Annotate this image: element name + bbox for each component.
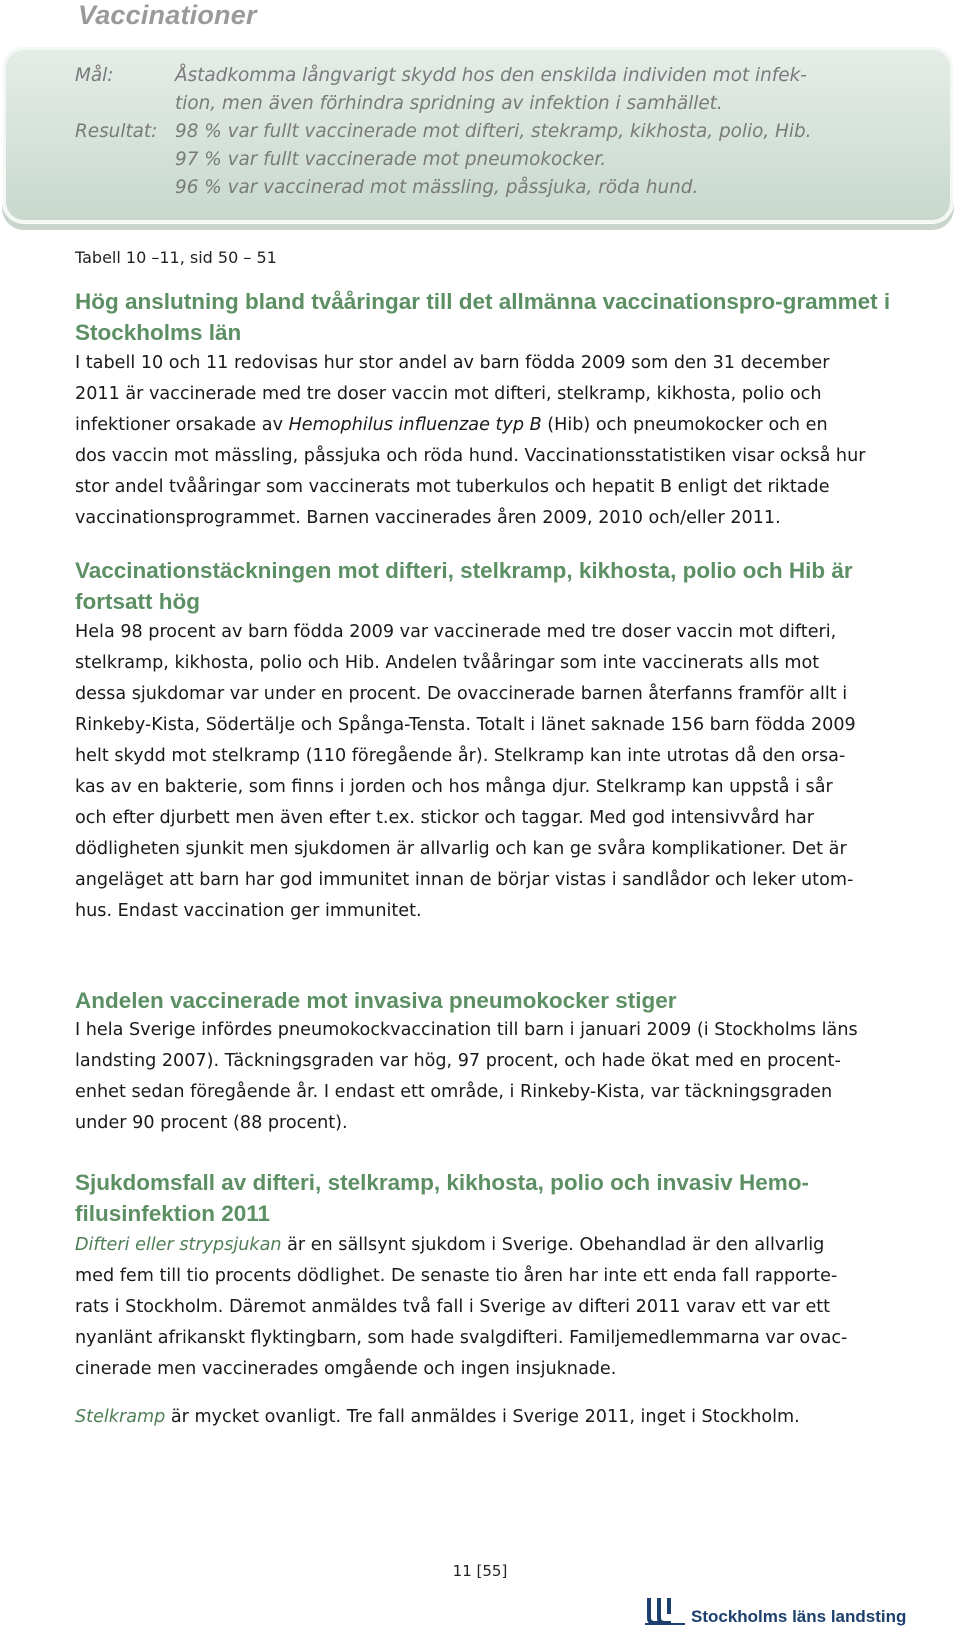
organization-logo [645, 1596, 906, 1626]
paragraph-line: med fem till tio procents dödlighet. De senaste tio åren har inte ett enda fall rapporte- [75, 1266, 838, 1286]
summary-result-text: 96 % var vaccinerad mot mässling, påssjuka, röda hund. [175, 177, 699, 198]
section-paragraph [75, 617, 856, 927]
paragraph-line: landsting 2007). Täckningsgraden var hög, 97 procent, och hade ökat med en procent- [75, 1051, 841, 1071]
paragraph-line: kas av en bakterie, som finns i jorden och hos många djur. Stelkramp kan uppstå i sår [75, 777, 833, 797]
lead-term: Difteri eller strypsjukan [75, 1235, 282, 1255]
line-text: (Hib) och pneumokocker och en [541, 415, 828, 435]
summary-result-label: Resultat: [75, 121, 158, 142]
paragraph-line: och efter djurbett men även efter t.ex. stickor och taggar. Med god intensivvård har [75, 808, 815, 828]
paragraph-line: Rinkeby-Kista, Södertälje och Spånga-Tensta. Totalt i länet saknade 156 barn födda 2009 [75, 715, 856, 735]
page-title: Vaccinationer [78, 0, 257, 30]
paragraph-line [75, 1402, 800, 1433]
section-paragraph [75, 1230, 847, 1385]
section-paragraph [75, 348, 865, 534]
line-text: är en sällsynt sjukdom i Sverige. Obehandlad är den allvarlig [281, 1235, 825, 1255]
section-heading: Vaccinationstäckningen mot difteri, stelkramp, kikhosta, polio och Hib är fortsatt hög [75, 558, 853, 614]
paragraph-line: nyanlänt afrikanskt flyktingbarn, som hade svalgdifteri. Familjemedlemmarna var ovac- [75, 1328, 848, 1348]
line-text: infektioner orsakade av [75, 415, 289, 435]
paragraph-line: 2011 är vaccinerade med tre doser vaccin mot difteri, stelkramp, kikhosta, polio och [75, 384, 822, 404]
paragraph-line: dos vaccin mot mässling, påssjuka och röda hund. Vaccinationsstatistiken visar också hur [75, 446, 866, 466]
paragraph-line: helt skydd mot stelkramp (110 föregående år). Stelkramp kan inte utrotas då den orsa- [75, 746, 846, 766]
summary-result-text: 97 % var fullt vaccinerade mot pneumokocker. [175, 149, 607, 170]
section-heading: Andelen vaccinerade mot invasiva pneumokocker stiger [75, 988, 677, 1013]
section-heading: Sjukdomsfall av difteri, stelkramp, kikhosta, polio och invasiv Hemo-filusinfektion 2011 [75, 1170, 809, 1226]
paragraph-line [75, 410, 865, 441]
paragraph-line: rats i Stockholm. Däremot anmäldes två fall i Sverige av difteri 2011 varav ett var ett [75, 1297, 831, 1317]
paragraph-line [75, 1230, 847, 1261]
paragraph-line: dödligheten sjunkit men sjukdomen är allvarlig och kan ge svåra komplikationer. Det är [75, 839, 847, 859]
section-paragraph [75, 1402, 800, 1433]
page-number: 11 [55] [452, 1562, 508, 1580]
italic-term: Hemophilus influenzae typ B [288, 415, 542, 435]
paragraph-line: Hela 98 procent av barn födda 2009 var vaccinerade med tre doser vaccin mot difteri, [75, 622, 837, 642]
summary-goal-text: Åstadkomma långvarigt skydd hos den enskilda individen mot infek- [175, 65, 807, 86]
logo-text: Stockholms läns landsting [691, 1607, 907, 1626]
section-paragraph [75, 1015, 858, 1139]
summary-result-text: 98 % var fullt vaccinerade mot difteri, stekramp, kikhosta, polio, Hib. [175, 121, 812, 142]
lead-term: Stelkramp [75, 1407, 166, 1427]
paragraph-line: stor andel tvååringar som vaccinerats mot tuberkulos och hepatit B enligt det riktade [75, 477, 830, 497]
table-reference: Tabell 10 –11, sid 50 – 51 [75, 248, 277, 267]
paragraph-line: I hela Sverige infördes pneumokockvaccination till barn i januari 2009 (i Stockholms läns [75, 1020, 858, 1040]
summary-goal-text: tion, men även förhindra spridning av infektion i samhället. [175, 93, 723, 114]
paragraph-line: under 90 procent (88 procent). [75, 1113, 348, 1133]
summary-goal-label: Mål: [75, 65, 114, 86]
paragraph-line: hus. Endast vaccination ger immunitet. [75, 901, 422, 921]
paragraph-line: angeläget att barn har god immunitet innan de börjar vistas i sandlådor och leker utom- [75, 870, 854, 890]
paragraph-line: I tabell 10 och 11 redovisas hur stor andel av barn födda 2009 som den 31 december [75, 353, 830, 373]
paragraph-line: stelkramp, kikhosta, polio och Hib. Andelen tvååringar som inte vaccinerats alls mot [75, 653, 820, 673]
section-heading: Hög anslutning bland tvååringar till det allmänna vaccinationspro-grammet i Stockholms län [75, 289, 891, 345]
paragraph-line: enhet sedan föregående år. I endast ett område, i Rinkeby-Kista, var täckningsgraden [75, 1082, 833, 1102]
paragraph-line: cinerade men vaccinerades omgående och ingen insjuknade. [75, 1359, 617, 1379]
paragraph-line: dessa sjukdomar var under en procent. De ovaccinerade barnen återfanns framför allt i [75, 684, 848, 704]
logo-mark-icon [645, 1596, 685, 1626]
paragraph-line: vaccinationsprogrammet. Barnen vaccinerades åren 2009, 2010 och/eller 2011. [75, 508, 781, 528]
line-text: är mycket ovanligt. Tre fall anmäldes i Sverige 2011, inget i Stockholm. [165, 1407, 800, 1427]
